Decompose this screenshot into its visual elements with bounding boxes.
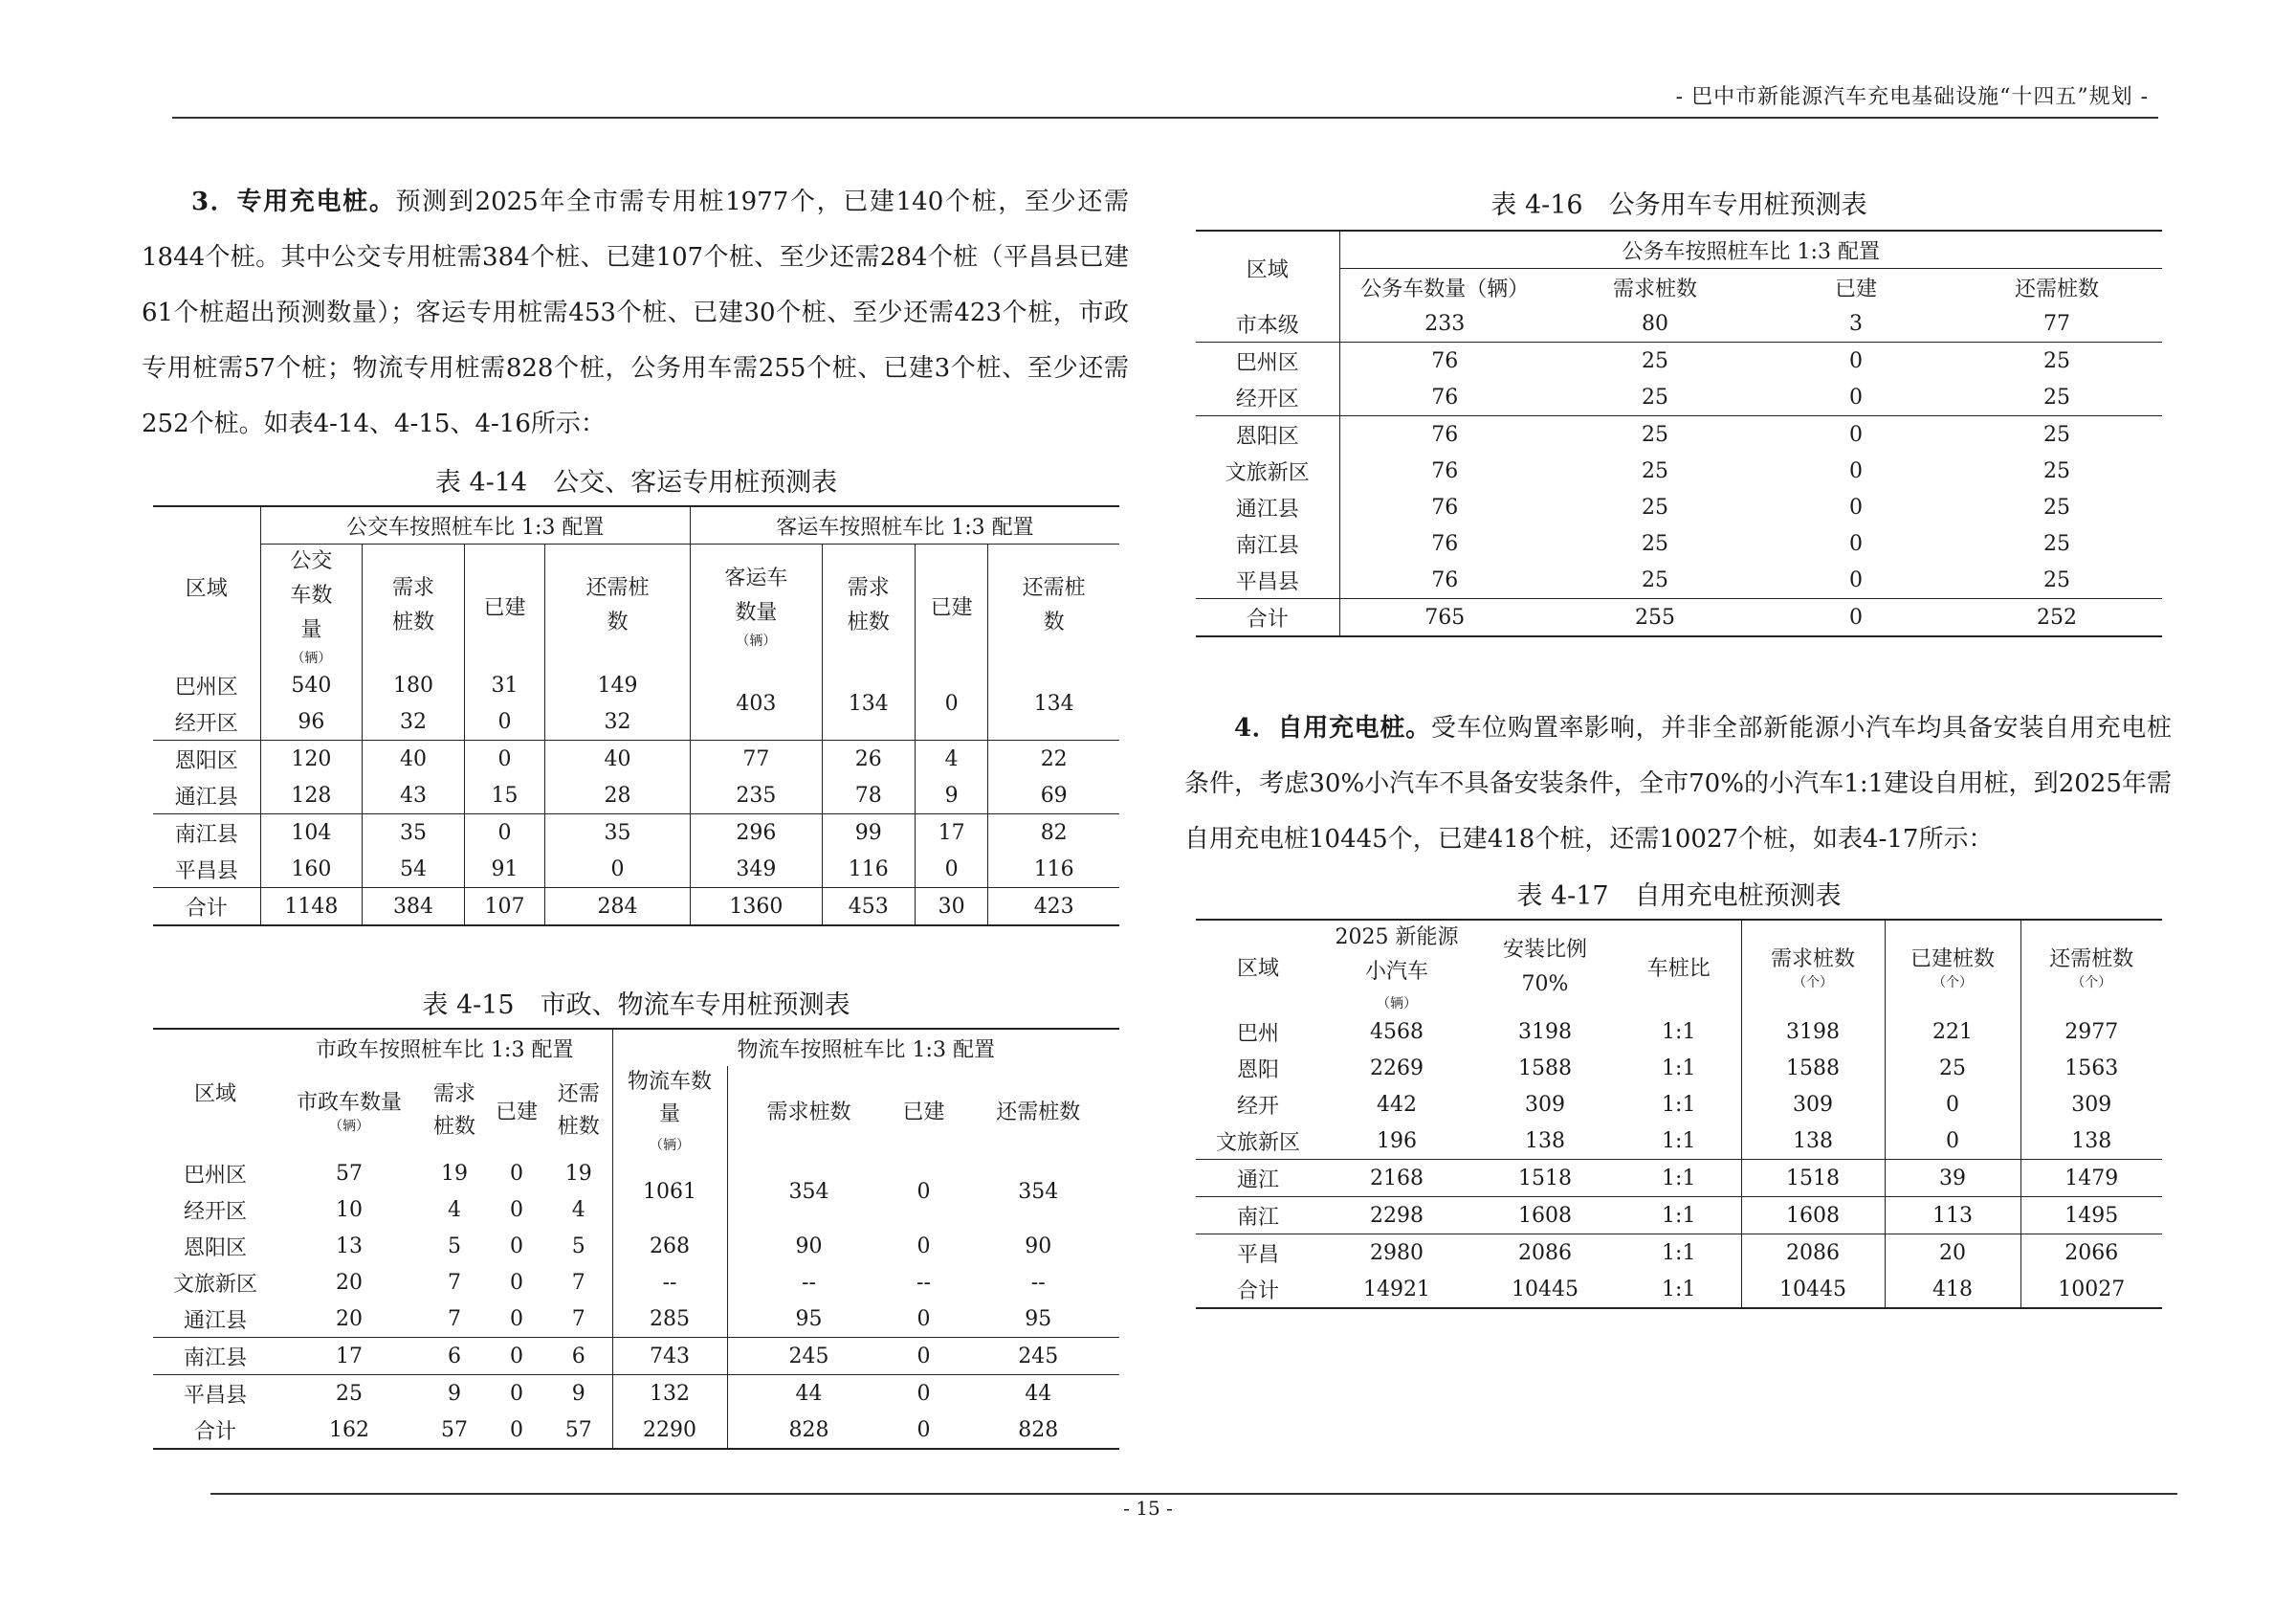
t15-col-header: 还需桩数 xyxy=(557,1081,600,1139)
t15-region-header: 区域 xyxy=(193,1082,236,1106)
table-row: 市本级 233 80 3 77 xyxy=(1196,305,2162,343)
t17-col-header: 还需桩数 （个） xyxy=(2020,920,2162,1013)
t14-region-header: 区域 xyxy=(185,577,228,601)
table-row: 巴州区 76 25 0 25 xyxy=(1196,343,2162,380)
section3-text: 预测到2025年全市需专用桩1977个，已建140个桩，至少还需1844个桩。其中公交专用桩需384个桩、已建107个桩、至少还需284个桩（平昌县已建61个桩超出预测数量）；客运专用桩需453个桩、已建30个桩、至少还需423个桩，市政专用桩需57个桩；物流专用桩需828个桩，公务用车需255个桩、已建3个桩、至少还需252个桩。如表4-14、4-15、4-16所示： xyxy=(142,188,1129,438)
table-4-15-caption: 表 4-15 市政、物流车专用桩预测表 xyxy=(422,990,850,1020)
t17-col-header: 车桩比 xyxy=(1646,957,1711,981)
t15-col-header: 已建 xyxy=(495,1101,538,1124)
t14-group-bus: 公交车按照桩车比 1:3 配置 xyxy=(260,506,690,545)
t17-col-header: 区域 xyxy=(1236,957,1279,981)
section4-lead: 4．自用充电桩。 xyxy=(1234,714,1431,743)
t17-col-header: 已建桩数 （个） xyxy=(1885,920,2020,1013)
table-row: 恩阳区 120 40 0 40 77 26 4 22 xyxy=(153,741,1119,778)
t15-col-header: 需求桩数 xyxy=(727,1066,890,1155)
t14-group-coach: 客运车按照桩车比 1:3 配置 xyxy=(690,506,1119,545)
table-row: 恩阳 2269 1588 1:1 1588 25 1563 xyxy=(1196,1050,2162,1086)
t14-col-header: 公交车数量 （辆） xyxy=(260,545,363,668)
table-row: 平昌县 76 25 0 25 xyxy=(1196,562,2162,599)
table-row: 平昌 2980 2086 1:1 2086 20 2066 xyxy=(1196,1234,2162,1272)
section3-paragraph xyxy=(142,174,1129,452)
table-row: 经开 442 309 1:1 309 0 309 xyxy=(1196,1086,2162,1123)
t15-col-header: 还需桩数 xyxy=(996,1101,1081,1124)
table-4-16-caption: 表 4-16 公务用车专用桩预测表 xyxy=(1490,190,1867,220)
t14-col-header: 需求桩数 xyxy=(822,545,915,668)
page-header xyxy=(172,80,2158,119)
t15-col-header: 市政车数量 （辆） xyxy=(296,1091,402,1134)
t14-col-header: 已建 xyxy=(464,545,544,668)
table-row: 通江县 20 7 0 7 285 95 0 95 xyxy=(153,1301,1119,1338)
table-4-17-caption: 表 4-17 自用充电桩预测表 xyxy=(1516,881,1842,911)
t17-col-header: 2025 新能源小汽车 （辆） xyxy=(1335,925,1459,1012)
table-row: 合计 765 255 0 252 xyxy=(1196,599,2162,637)
table-row: 合计 14921 10445 1:1 10445 418 10027 xyxy=(1196,1271,2162,1308)
table-row: 通江 2168 1518 1:1 1518 39 1479 xyxy=(1196,1160,2162,1197)
t15-col-header: 已建 xyxy=(902,1101,945,1124)
table-row: 经开区 76 25 0 25 xyxy=(1196,379,2162,416)
t16-col-header: 需求桩数 xyxy=(1612,277,1697,301)
table-4-17 xyxy=(1196,919,2162,1309)
section4-paragraph xyxy=(1184,700,2172,867)
t14-col-header: 还需桩数 xyxy=(988,545,1119,668)
table-row: 经开区 96 32 0 32 xyxy=(153,703,1119,741)
section3-lead: 3．专用充电桩。 xyxy=(191,188,396,216)
header-title: - 巴中市新能源汽车充电基础设施“十四五”规划 - xyxy=(1675,85,2149,109)
t15-col-header: 需求桩数 xyxy=(432,1081,475,1139)
t16-col-header: 公务车数量（辆） xyxy=(1339,269,1550,306)
page-number: - 15 - xyxy=(1123,1497,1173,1520)
table-4-16 xyxy=(1196,230,2162,637)
t14-col-header: 需求桩数 xyxy=(363,545,465,668)
table-row: 恩阳区 76 25 0 25 xyxy=(1196,416,2162,454)
t17-col-header: 需求桩数 （个） xyxy=(1741,920,1885,1013)
table-row: 南江县 104 35 0 35 296 99 17 82 xyxy=(153,814,1119,852)
table-row: 巴州区 540 180 31 149 403 134 0 134 xyxy=(153,667,1119,703)
footer-rule xyxy=(210,1493,2177,1495)
table-row: 南江县 76 25 0 25 xyxy=(1196,525,2162,562)
table-row: 文旅新区 196 138 1:1 138 0 138 xyxy=(1196,1123,2162,1160)
table-row: 平昌县 25 9 0 9 132 44 0 44 xyxy=(153,1375,1119,1412)
table-row: 南江县 17 6 0 6 743 245 0 245 xyxy=(153,1338,1119,1375)
t17-col-header: 安装比例70% xyxy=(1502,937,1587,996)
t16-region-header: 区域 xyxy=(1246,258,1289,282)
section4-text: 受车位购置率影响，并非全部新能源小汽车均具备安装自用充电桩条件，考虑30%小汽车不具备安装条件，全市70%的小汽车1:1建设自用桩，到2025年需自用充电桩10445个，已建418个桩，还需10027个桩，如表4-17所示： xyxy=(1184,714,2172,854)
table-row: 文旅新区 20 7 0 7 -- -- -- -- xyxy=(153,1264,1119,1301)
t15-col-header: 物流车数量 （辆） xyxy=(612,1066,727,1155)
table-row: 合计 162 57 0 57 2290 828 0 828 xyxy=(153,1412,1119,1449)
t14-col-header: 还需桩数 xyxy=(545,545,691,668)
table-row: 通江县 128 43 15 28 235 78 9 69 xyxy=(153,777,1119,814)
t16-col-header: 已建 xyxy=(1834,277,1877,301)
t14-col-header: 客运车数量 （辆） xyxy=(690,545,822,668)
table-4-14-caption: 表 4-14 公交、客运专用桩预测表 xyxy=(434,468,838,498)
table-row: 经开区 10 4 0 4 xyxy=(183,1197,585,1224)
table-4-15 xyxy=(153,1028,1119,1450)
table-row: 巴州区 57 19 0 19 1061 354 0 354 xyxy=(153,1155,1119,1191)
t15-group-municipal: 市政车按照桩车比 1:3 配置 xyxy=(316,1037,574,1062)
t16-group-official: 公务车按照桩车比 1:3 配置 xyxy=(1339,231,2162,269)
table-row: 合计 1148 384 107 284 1360 453 30 423 xyxy=(153,888,1119,926)
table-4-14 xyxy=(153,505,1119,926)
t15-group-logistics: 物流车按照桩车比 1:3 配置 xyxy=(612,1029,1119,1066)
table-row: 平昌县 160 54 91 0 349 116 0 116 xyxy=(153,851,1119,888)
t16-col-header: 还需桩数 xyxy=(2014,277,2099,301)
table-row: 南江 2298 1608 1:1 1608 113 1495 xyxy=(1196,1197,2162,1234)
table-row: 恩阳区 13 5 0 5 268 90 0 90 xyxy=(153,1228,1119,1264)
table-row: 文旅新区 76 25 0 25 xyxy=(1196,453,2162,489)
table-row: 通江县 76 25 0 25 xyxy=(1196,489,2162,525)
table-row: 巴州 4568 3198 1:1 3198 221 2977 xyxy=(1196,1013,2162,1050)
t14-col-header: 已建 xyxy=(915,545,988,668)
